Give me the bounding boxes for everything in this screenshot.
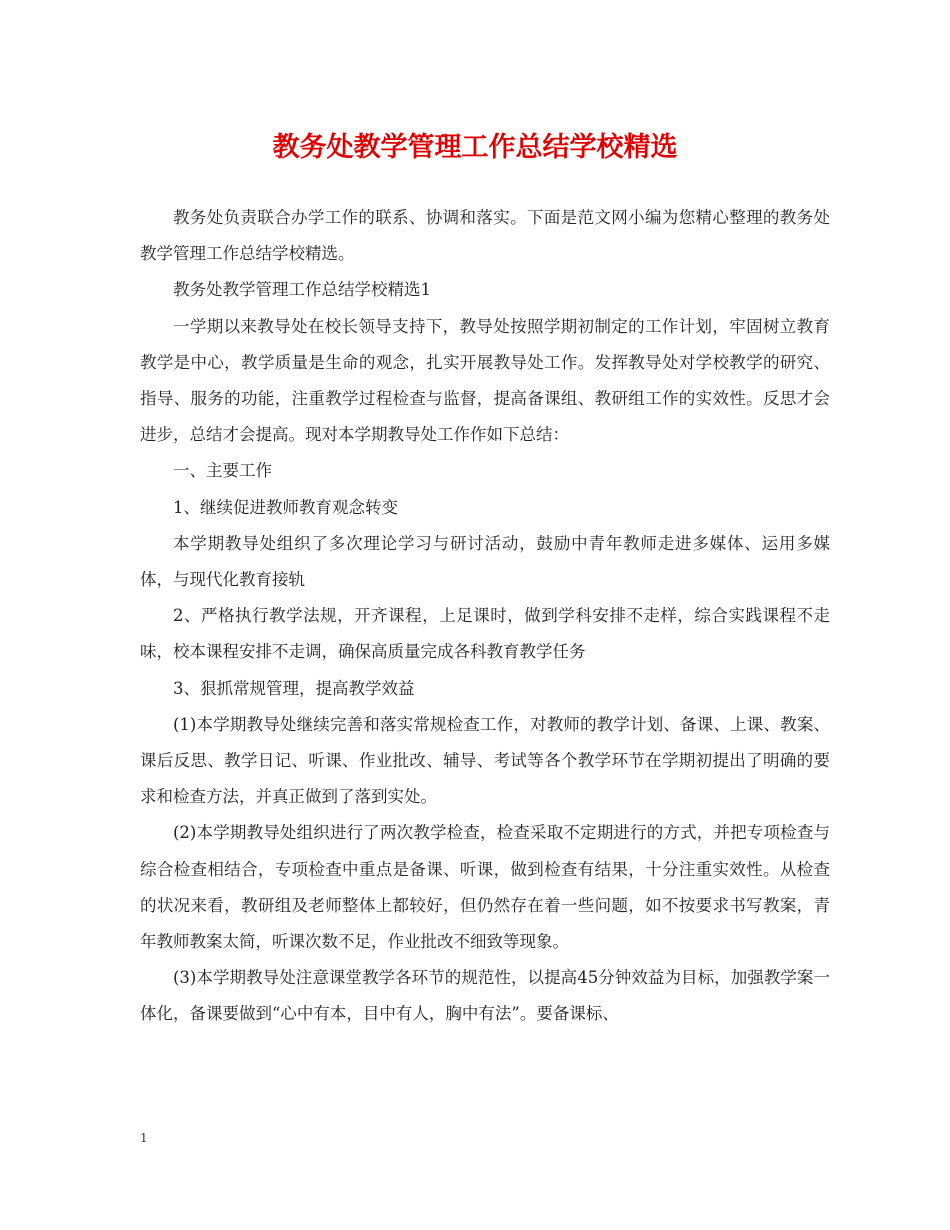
subsection-heading: 3、狠抓常规管理，提高教学效益 [173,678,415,698]
paragraph: 一学期以来教导处在校长领导支持下，教导处按照学期初制定的工作计划，牢固树立教育教学是中心，教学质量是生命的观念，扎实开展教导处工作。发挥教导处对学校教学的研究、指导、服务的功能，注重教学过程检查与监督，提高备课组、教研组工作的实效性。反思才会进步，总结才会提高。现对本学期教导处工作作如下总结： [140,316,830,445]
paragraph: (2)本学期教导处组织进行了两次教学检查，检查采取不定期进行的方式，并把专项检查与综合检查相结合，专项检查中重点是备课、听课，做到检查有结果，十分注重实效性。从检查的状况来看，教研组及老师整体上都较好，但仍然存在着一些问题，如不按要求书写教案，青年教师教案太简，听课次数不足，作业批改不细致等现象。 [140,823,830,952]
document-body [140,200,830,1033]
page-number: 1 [140,1131,148,1145]
paragraph: 本学期教导处组织了多次理论学习与研讨活动，鼓励中青年教师走进多媒体、运用多媒体，与现代化教育接轨 [140,533,830,590]
document-title: 教务处教学管理工作总结学校精选 [272,132,678,163]
paragraph: 教务处教学管理工作总结学校精选1 [173,280,431,300]
paragraph: (3)本学期教导处注意课堂教学各环节的规范性，以提高45分钟效益为目标，加强教学案一体化，备课要做到“心中有本，目中有人，胸中有法”。要备课标、 [140,968,830,1024]
paragraph: (1)本学期教导处继续完善和落实常规检查工作，对教师的教学计划、备课、上课、教案、课后反思、教学日记、听课、作业批改、辅导、考试等各个教学环节在学期初提出了明确的要求和检查方法，并真正做到了落到实处。 [140,714,830,807]
paragraph: 2、严格执行教学法规，开齐课程，上足课时，做到学科安排不走样，综合实践课程不走味，校本课程安排不走调，确保高质量完成各科教育教学任务 [140,606,830,662]
section-heading: 一、主要工作 [173,461,272,481]
paragraph: 教务处负责联合办学工作的联系、协调和落实。下面是范文网小编为您精心整理的教务处教学管理工作总结学校精选。 [140,208,830,264]
subsection-heading: 1、继续促进教师教育观念转变 [173,497,398,517]
